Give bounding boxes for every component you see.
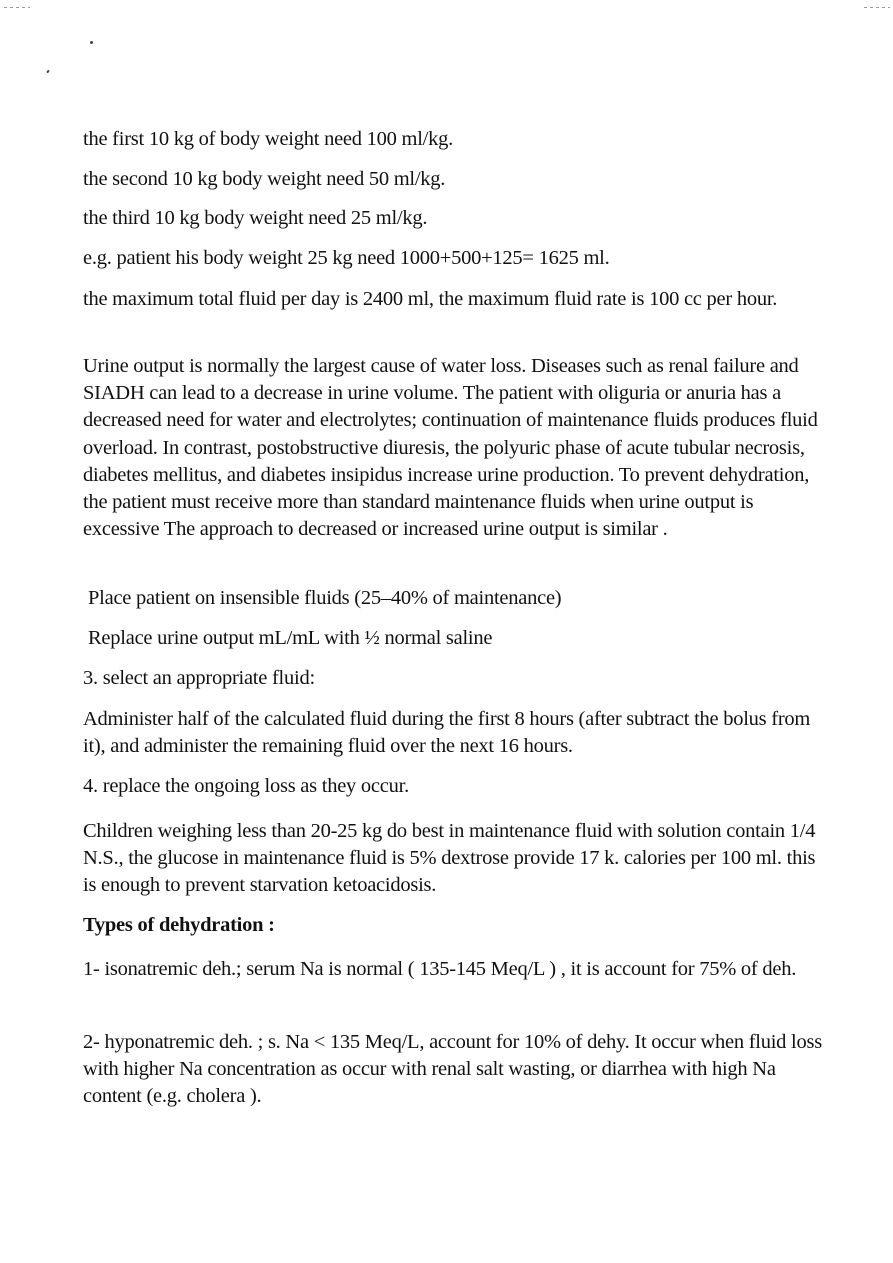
scan-speck <box>90 41 93 44</box>
step-replace-loss: 4. replace the ongoing loss as they occur. <box>83 775 409 797</box>
heading-types-of-dehydration: Types of dehydration : <box>83 914 275 936</box>
scan-tick <box>46 70 49 74</box>
line-third-10kg: the third 10 kg body weight need 25 ml/kg. <box>83 207 428 229</box>
scan-edge-mark-right <box>864 7 890 8</box>
scan-edge-mark-left <box>4 7 30 8</box>
paragraph-children: Children weighing less than 20-25 kg do best in maintenance fluid with solution contain 1/4 N.S., the glucose in maintenance fluid is 5% dextrose provide 17 k. calories per 100 ml. this is enough to prevent starvation ketoacidosis. <box>83 820 816 897</box>
paragraph-urine-output: Urine output is normally the largest cause of water loss. Diseases such as renal failure and SIADH can lead to a decrease in urine volume. The patient with oliguria or anuria has a decreased need for water and electrolytes; continuation of maintenance fluids produces fluid overload. In contrast, postobstructive diuresis, the polyuric phase of acute tubular necrosis, diabetes mellitus, and diabetes insipidus increase urine production. To prevent dehydration, the patient must receive more than standard maintenance fluids when urine output is excessive The approach to decreased or increased urine output is similar . <box>83 355 818 541</box>
item-hyponatremic: 2- hyponatremic deh. ; s. Na < 135 Meq/L, account for 10% of dehy. It occur when fluid loss with higher Na concentration as occur with renal salt wasting, or diarrhea with high Na content (e.g. cholera ). <box>83 1031 822 1108</box>
line-example-calculation: e.g. patient his body weight 25 kg need 1000+500+125= 1625 ml. <box>83 247 610 269</box>
item-isonatremic: 1- isonatremic deh.; serum Na is normal ( 135-145 Meq/L ) , it is account for 75% of deh. <box>83 958 797 980</box>
line-first-10kg: the first 10 kg of body weight need 100 ml/kg. <box>83 128 453 150</box>
step-select-fluid: 3. select an appropriate fluid: <box>83 667 315 689</box>
item-replace-urine-output: Replace urine output mL/mL with ½ normal saline <box>88 627 493 649</box>
paragraph-administer: Administer half of the calculated fluid during the first 8 hours (after subtract the bolus from it), and administer the remaining fluid over the next 16 hours. <box>83 708 811 758</box>
item-insensible-fluids: Place patient on insensible fluids (25–40% of maintenance) <box>88 587 562 609</box>
line-maximum-fluid: the maximum total fluid per day is 2400 ml, the maximum fluid rate is 100 cc per hour. <box>83 288 778 310</box>
line-second-10kg: the second 10 kg body weight need 50 ml/kg. <box>83 168 446 190</box>
